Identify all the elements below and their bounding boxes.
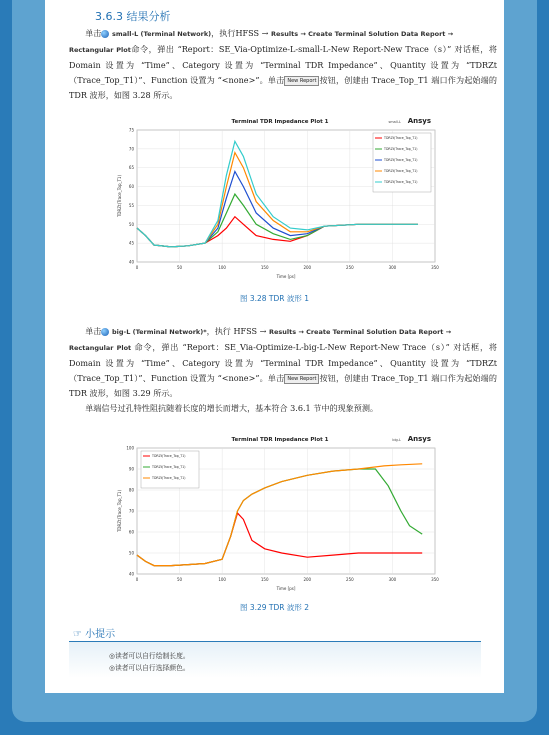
- x-tick-label: 350: [431, 265, 439, 270]
- y-tick-label: 40: [128, 259, 134, 265]
- paragraph-2: 单击 big-L (Terminal Network)*，执行 HFSS → Results → Create Terminal Solution Data Report → Rectangular Plot 命令，弹出 “Report：SE_Via-Optimize-L-big-L-New Report-New Trace（s）” 对话框，将 Domain 设置为 “Time”、Category 设置为 “Terminal TDR Impedance”、Quantity 设置为 “TDRZt（Trace_Top_T1）”、Function 设置为 “<none>”。单击 New Report 按钮，创建由 Trace_Top_T1 端口作为起始端的 TDR 波形，如图 3.29 所示。 单端信号过孔特性阻抗随着长度的增长而增大，基本符合 3.6.1 节中的现象预测。: [69, 326, 497, 413]
- figure-caption-1: 图 3.28 TDR 波形 1: [239, 294, 310, 303]
- legend-entry: TDRZt(Trace_Top_T1): [384, 180, 418, 185]
- ansys-logo: Ansys: [407, 435, 431, 443]
- tip-box: [69, 642, 481, 678]
- x-tick-label: 50: [177, 577, 183, 582]
- y-tick-label: 50: [128, 550, 134, 556]
- y-tick-label: 90: [128, 466, 134, 472]
- chart-1: [115, 114, 445, 282]
- legend-entry: TDRZt(Trace_Top_T1): [152, 454, 186, 459]
- x-tick-label: 300: [388, 577, 397, 582]
- tip-heading: ☞ 小提示: [73, 629, 116, 640]
- pointing-hand-icon: ☞: [73, 629, 82, 640]
- legend-entry: TDRZt(Trace_Top_T1): [152, 476, 186, 481]
- design-label: big-L: [392, 438, 401, 442]
- x-tick-label: 0: [135, 265, 139, 270]
- x-tick-label: 300: [388, 265, 397, 270]
- chart-title: Terminal TDR Impedance Plot 1: [231, 437, 329, 443]
- tip-item: ◎读者可以自行绘制长度。: [109, 652, 190, 660]
- circle-bullet-icon: ◎: [109, 652, 115, 660]
- x-tick-label: 0: [135, 577, 139, 582]
- x-tick-label: 100: [218, 265, 226, 270]
- y-axis-label: TDRZt(Trace_Top_T1): [117, 489, 122, 533]
- x-axis-label: Time [ps]: [276, 586, 296, 591]
- tip-item: ◎读者可以自行选择颜色。: [109, 664, 190, 672]
- paragraph-1: 单击 small-L (Terminal Network)，执行HFSS → Results → Create Terminal Solution Data Report → Rectangular Plot命令，弹出 “Report：SE_Via-Optimize-L-small-L-New Report-New Trace（s）” 对话框，将 Domain 设置为 “Time”、Category 设置为 “Terminal TDR Impedance”、Quantity 设置为 “TDRZt（Trace_Top_T1）”、Function 设置为 “<none>”。单击 New Report 按钮，创建由 Trace_Top_T1 端口作为起始端的 TDR 波形，如图 3.28 所示。: [69, 28, 497, 100]
- y-tick-label: 50: [128, 221, 134, 227]
- legend-entry: TDRZt(Trace_Top_T1): [384, 136, 418, 141]
- x-axis-label: Time [ps]: [276, 274, 296, 279]
- y-tick-label: 70: [128, 146, 134, 152]
- y-tick-label: 65: [128, 165, 134, 171]
- legend-entry: TDRZt(Trace_Top_T1): [384, 158, 418, 163]
- legend-entry: TDRZt(Trace_Top_T1): [384, 147, 418, 152]
- x-tick-label: 350: [431, 577, 439, 582]
- y-tick-label: 70: [128, 508, 134, 514]
- x-tick-label: 200: [303, 265, 312, 270]
- chart-2: [115, 432, 445, 594]
- chart-title: Terminal TDR Impedance Plot 1: [231, 119, 329, 125]
- section-heading: 3.6.3 结果分析: [95, 10, 171, 23]
- book-page: [45, 0, 504, 693]
- x-tick-label: 250: [346, 577, 354, 582]
- y-tick-label: 60: [128, 529, 134, 535]
- y-tick-label: 75: [128, 127, 134, 133]
- legend-entry: TDRZt(Trace_Top_T1): [384, 169, 418, 174]
- design-icon: [101, 30, 109, 38]
- y-tick-label: 100: [126, 445, 134, 451]
- design-label: small-L: [388, 120, 401, 124]
- y-tick-label: 55: [128, 202, 134, 208]
- x-tick-label: 50: [177, 265, 183, 270]
- new-report-button: New Report: [284, 374, 319, 384]
- figure-caption-2: 图 3.29 TDR 波形 2: [239, 603, 310, 612]
- chart-legend: [141, 451, 199, 488]
- x-tick-label: 100: [218, 577, 226, 582]
- new-report-button: New Report: [284, 76, 319, 86]
- y-tick-label: 45: [128, 240, 134, 246]
- circle-bullet-icon: ◎: [109, 664, 115, 672]
- x-tick-label: 150: [260, 265, 269, 270]
- x-tick-label: 250: [346, 265, 354, 270]
- design-icon: [101, 328, 109, 336]
- y-axis-label: TDRZt(Trace_Top_T1): [117, 174, 122, 218]
- x-tick-label: 200: [303, 577, 312, 582]
- y-tick-label: 60: [128, 184, 134, 190]
- y-tick-label: 40: [128, 571, 134, 577]
- y-tick-label: 80: [128, 487, 134, 493]
- chart-legend: [373, 133, 431, 192]
- ansys-logo: Ansys: [407, 117, 431, 125]
- legend-entry: TDRZt(Trace_Top_T1): [152, 465, 186, 470]
- x-tick-label: 150: [260, 577, 269, 582]
